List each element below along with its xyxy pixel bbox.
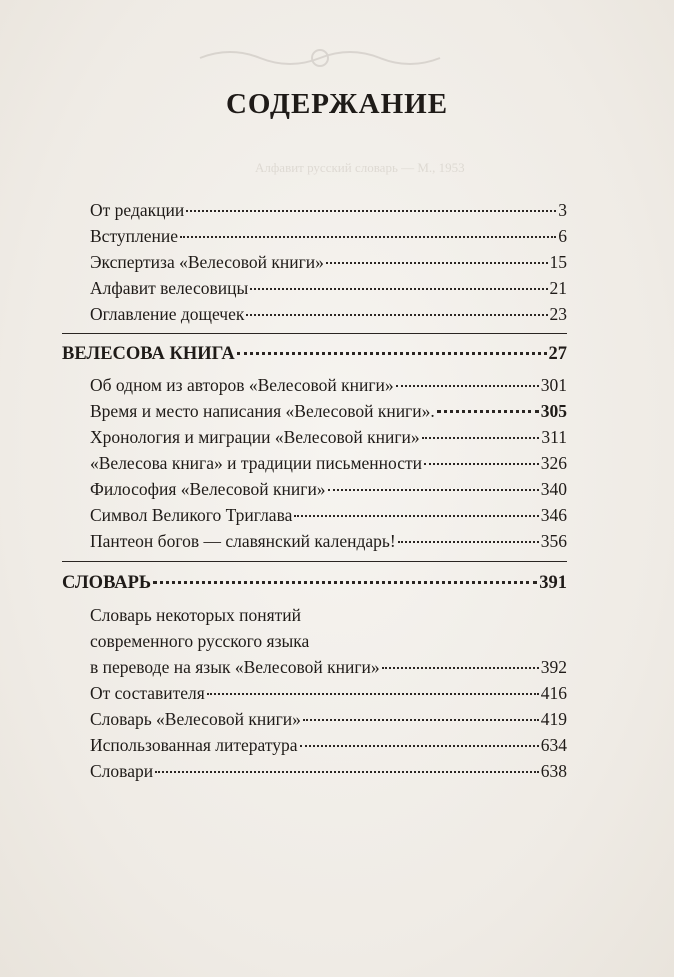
dot-leader	[382, 666, 539, 669]
toc-page-number: 301	[540, 375, 567, 395]
toc-item-label: Время и место написания «Велесовой книги».	[90, 401, 435, 421]
dot-leader	[180, 235, 556, 238]
dot-leader	[237, 351, 547, 355]
toc-item-label: От составителя	[90, 683, 205, 703]
toc-item-label: Алфавит велесовицы	[90, 278, 249, 298]
toc-item-label: Словари	[90, 761, 154, 781]
toc-item-label: Пантеон богов — славянский календарь!	[90, 531, 396, 551]
toc-page-number: 392	[540, 657, 567, 677]
toc-page-number: 391	[539, 573, 567, 593]
toc-page-number: 638	[540, 761, 567, 781]
toc-item-simvol[interactable]	[90, 503, 567, 527]
toc-item-ot-redaktsii[interactable]	[90, 198, 567, 222]
toc-heading-velesova-kniga[interactable]	[62, 342, 567, 366]
dot-leader	[300, 744, 539, 747]
toc-item-alfavit[interactable]	[90, 276, 567, 300]
toc-page-number: 3	[558, 200, 567, 220]
toc-multiline-line-1: Словарь некоторых понятий	[90, 605, 302, 625]
dot-leader	[153, 580, 537, 584]
dot-leader	[326, 261, 548, 264]
toc-heading-label: ВЕЛЕСОВА КНИГА	[62, 344, 235, 364]
toc-item-traditsii[interactable]	[90, 451, 567, 475]
dot-leader	[303, 718, 539, 721]
toc-item-slovar-ponyatiy[interactable]	[90, 655, 567, 679]
page-title: СОДЕРЖАНИЕ	[225, 88, 449, 120]
toc-item-label: Философия «Велесовой книги»	[90, 479, 326, 499]
toc-item-oglavlenie[interactable]	[90, 302, 567, 326]
toc-item-label: Словарь «Велесовой книги»	[90, 709, 301, 729]
toc-page-number: 326	[540, 453, 567, 473]
dot-leader	[398, 540, 539, 543]
toc-item-panteon[interactable]	[90, 529, 567, 553]
toc-page-number: 416	[540, 683, 567, 703]
section-divider	[62, 561, 567, 562]
section-divider	[62, 333, 567, 334]
dot-leader	[246, 313, 547, 316]
toc-page-number: 340	[540, 479, 567, 499]
toc-page-number: 6	[558, 226, 567, 246]
toc-item-label: Хронология и миграции «Велесовой книги»	[90, 427, 420, 447]
toc-item-ob-odnom[interactable]	[90, 373, 567, 397]
toc-heading-slovar[interactable]	[62, 571, 567, 595]
toc-item-filosofiya[interactable]	[90, 477, 567, 501]
toc-item-slovari[interactable]	[90, 759, 567, 783]
toc-item-khronologiya[interactable]	[90, 425, 567, 449]
dot-leader	[424, 462, 539, 465]
toc-item-label: От редакции	[90, 200, 185, 220]
dot-leader	[186, 209, 556, 212]
dot-leader	[250, 287, 547, 290]
toc-item-label: Вступление	[90, 226, 178, 246]
dot-leader	[294, 514, 538, 517]
dot-leader	[207, 692, 539, 695]
toc-page-number: 356	[540, 531, 567, 551]
toc-item-slovar-velesovoy[interactable]	[90, 707, 567, 731]
toc-item-ekspertiza[interactable]	[90, 250, 567, 274]
toc-item-vstuplenie[interactable]	[90, 224, 567, 248]
toc-item-label: «Велесова книга» и традиции письменности	[90, 453, 422, 473]
toc-page-number: 15	[549, 252, 567, 272]
toc-item-label: Использованная литература	[90, 735, 298, 755]
dot-leader	[422, 436, 540, 439]
toc-page-number: 27	[548, 344, 567, 364]
toc-item-literatura[interactable]	[90, 733, 567, 757]
toc-page-number: 311	[541, 427, 567, 447]
dot-leader	[437, 409, 539, 413]
toc-page-number: 634	[540, 735, 567, 755]
dot-leader	[396, 384, 539, 387]
toc-item-vremya-i-mesto[interactable]	[90, 399, 567, 423]
toc-page-number: 419	[540, 709, 567, 729]
toc-item-label: Об одном из авторов «Велесовой книги»	[90, 375, 394, 395]
toc-item-ot-sostavitelya[interactable]	[90, 681, 567, 705]
dot-leader	[155, 770, 539, 773]
toc-heading-label: СЛОВАРЬ	[62, 573, 152, 593]
toc-item-label: в переводе на язык «Велесовой книги»	[90, 657, 380, 677]
bleed-through-text: Алфавит русский словарь — М., 1953	[255, 160, 465, 175]
toc-page-number: 21	[549, 278, 567, 298]
toc-item-label: Символ Великого Триглава	[90, 505, 293, 525]
dot-leader	[328, 488, 539, 491]
toc-page-number: 346	[540, 505, 567, 525]
toc-page-number: 23	[549, 304, 567, 324]
toc-page-number: 305	[540, 401, 567, 421]
toc-multiline-line-2: современного русского языка	[90, 631, 310, 651]
toc-item-label: Экспертиза «Велесовой книги»	[90, 252, 324, 272]
toc-item-label: Оглавление дощечек	[90, 304, 245, 324]
